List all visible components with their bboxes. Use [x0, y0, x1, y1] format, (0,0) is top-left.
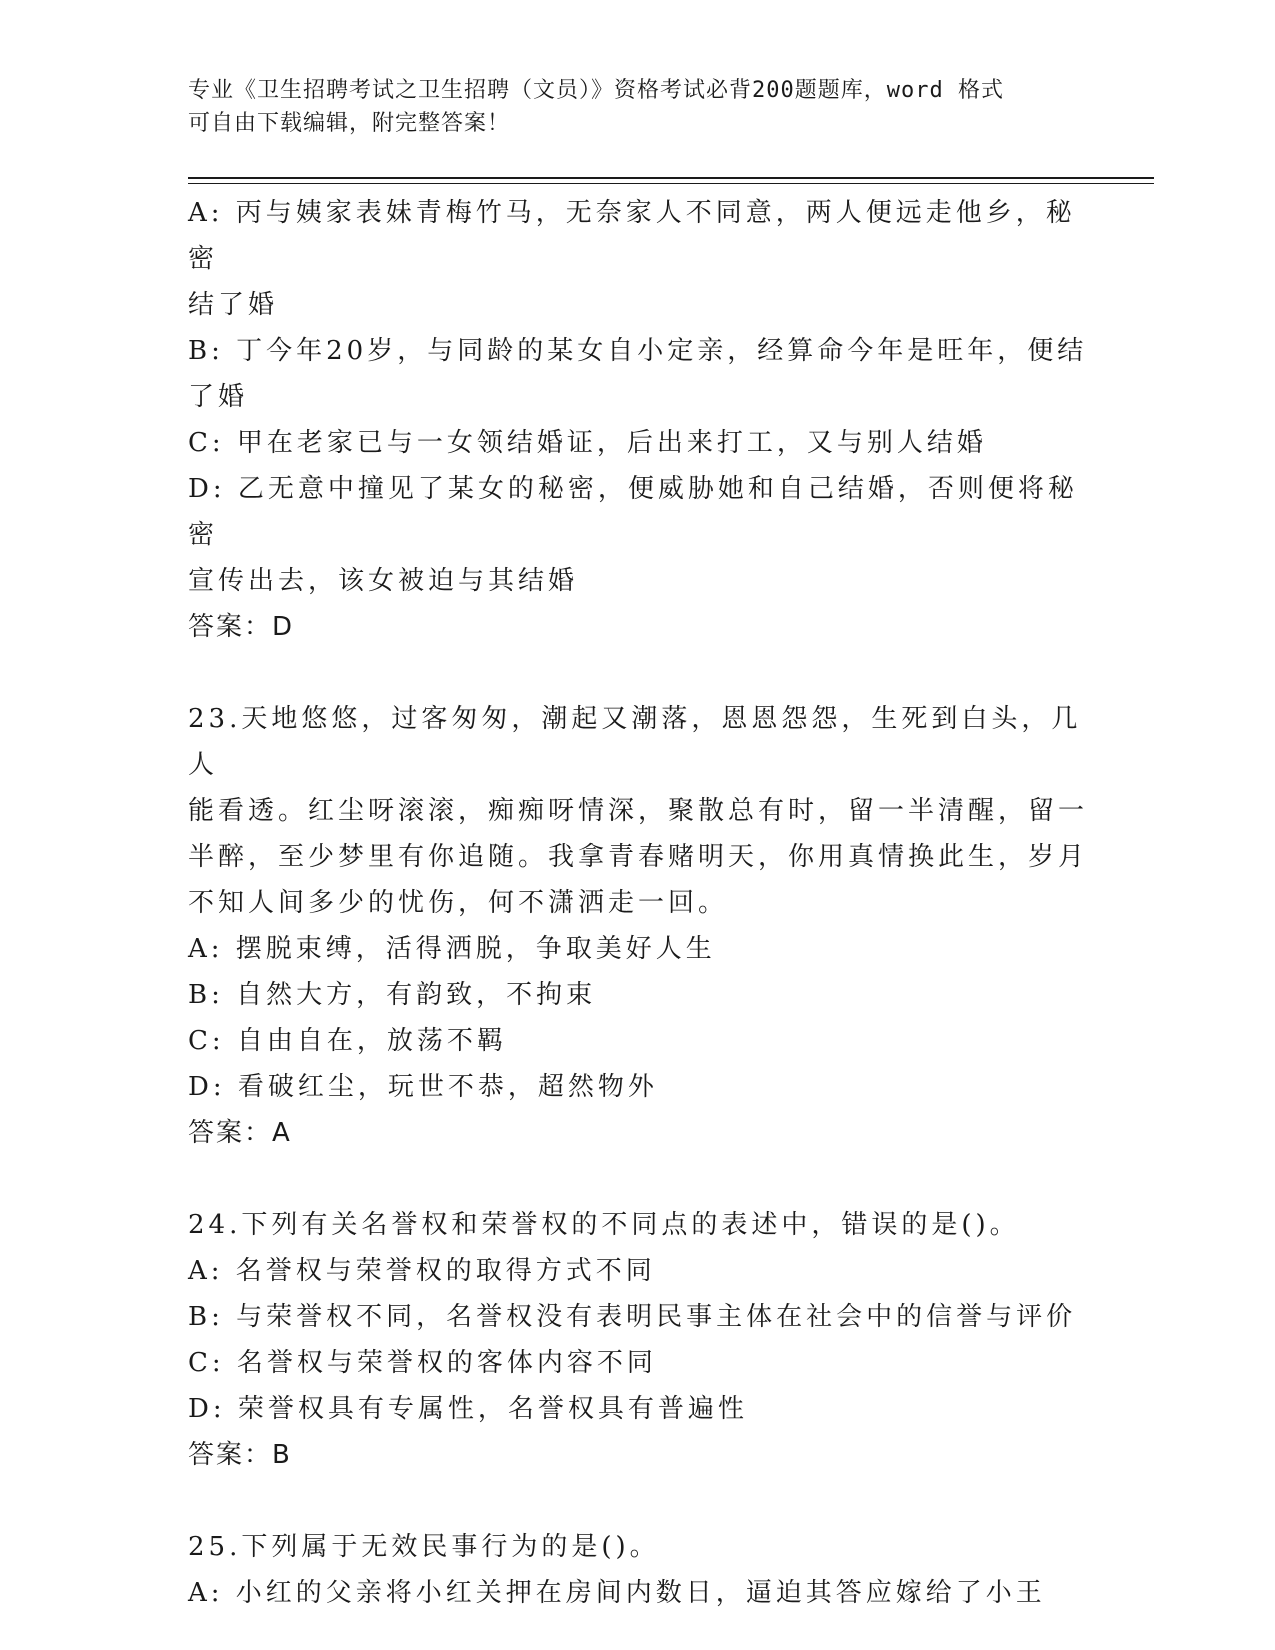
option-c: C: 甲在老家已与一女领结婚证，后出来打工，又与别人结婚: [188, 428, 987, 458]
option-a: A: 摆脱束缚，活得洒脱，争取美好人生: [188, 934, 716, 964]
question-stem: 24.下列有关名誉权和荣誉权的不同点的表述中，错误的是()。: [188, 1210, 1020, 1240]
option-d: D: 看破红尘，玩世不恭，超然物外: [188, 1072, 658, 1102]
answer: 答案：A: [188, 1118, 292, 1148]
option-c: C: 名誉权与荣誉权的客体内容不同: [188, 1348, 657, 1378]
option-a: A: 小红的父亲将小红关押在房间内数日，逼迫其答应嫁给了小王: [188, 1578, 1046, 1608]
document-header: [188, 74, 1068, 140]
option-d-line-2: 宣传出去，该女被迫与其结婚: [188, 566, 579, 596]
question-25: [188, 1524, 1088, 1616]
spacer: [188, 1478, 1088, 1524]
option-a: A: 名誉权与荣誉权的取得方式不同: [188, 1256, 656, 1286]
option-a-line-2: 结了婚: [188, 290, 279, 320]
header-line-1: 专业《卫生招聘考试之卫生招聘（文员）》资格考试必背200题题库，word 格式: [188, 78, 1004, 103]
question-stem-line-1: 23.天地悠悠，过客匆匆，潮起又潮落，恩恩怨怨，生死到白头，几人: [188, 704, 1082, 780]
spacer: [188, 1156, 1088, 1202]
header-divider-thin: [188, 183, 1154, 184]
option-b: B: 与荣誉权不同，名誉权没有表明民事主体在社会中的信誉与评价: [188, 1302, 1077, 1332]
option-d-line-1: D: 乙无意中撞见了某女的秘密，便威胁她和自己结婚，否则便将秘密: [188, 474, 1078, 550]
spacer: [188, 650, 1088, 696]
answer: 答案：B: [188, 1440, 292, 1470]
option-b: B: 自然大方，有韵致，不拘束: [188, 980, 597, 1010]
answer: 答案：D: [188, 612, 295, 642]
question-stem-line-3: 半醉，至少梦里有你追随。我拿青春赌明天，你用真情换此生，岁月: [188, 842, 1089, 872]
option-b-line-2: 了婚: [188, 382, 249, 412]
header-line-2: 可自由下载编辑，附完整答案！: [188, 111, 511, 136]
question-stem-line-2: 能看透。红尘呀滚滚，痴痴呀情深，聚散总有时，留一半清醒，留一: [188, 796, 1089, 826]
question-22: [188, 190, 1088, 650]
question-23: [188, 696, 1088, 1156]
question-stem-line-4: 不知人间多少的忧伤，何不潇洒走一回。: [188, 888, 729, 918]
option-a-line-1: A: 丙与姨家表妹青梅竹马，无奈家人不同意，两人便远走他乡，秘密: [188, 198, 1076, 274]
header-divider-thick: [188, 177, 1154, 179]
option-c: C: 自由自在，放荡不羁: [188, 1026, 507, 1056]
document-body: [188, 190, 1088, 1616]
option-d: D: 荣誉权具有专属性，名誉权具有普遍性: [188, 1394, 748, 1424]
question-stem: 25.下列属于无效民事行为的是()。: [188, 1532, 660, 1562]
option-b-line-1: B: 丁今年20岁，与同龄的某女自小定亲，经算命今年是旺年，便结: [188, 336, 1088, 366]
question-24: [188, 1202, 1088, 1478]
